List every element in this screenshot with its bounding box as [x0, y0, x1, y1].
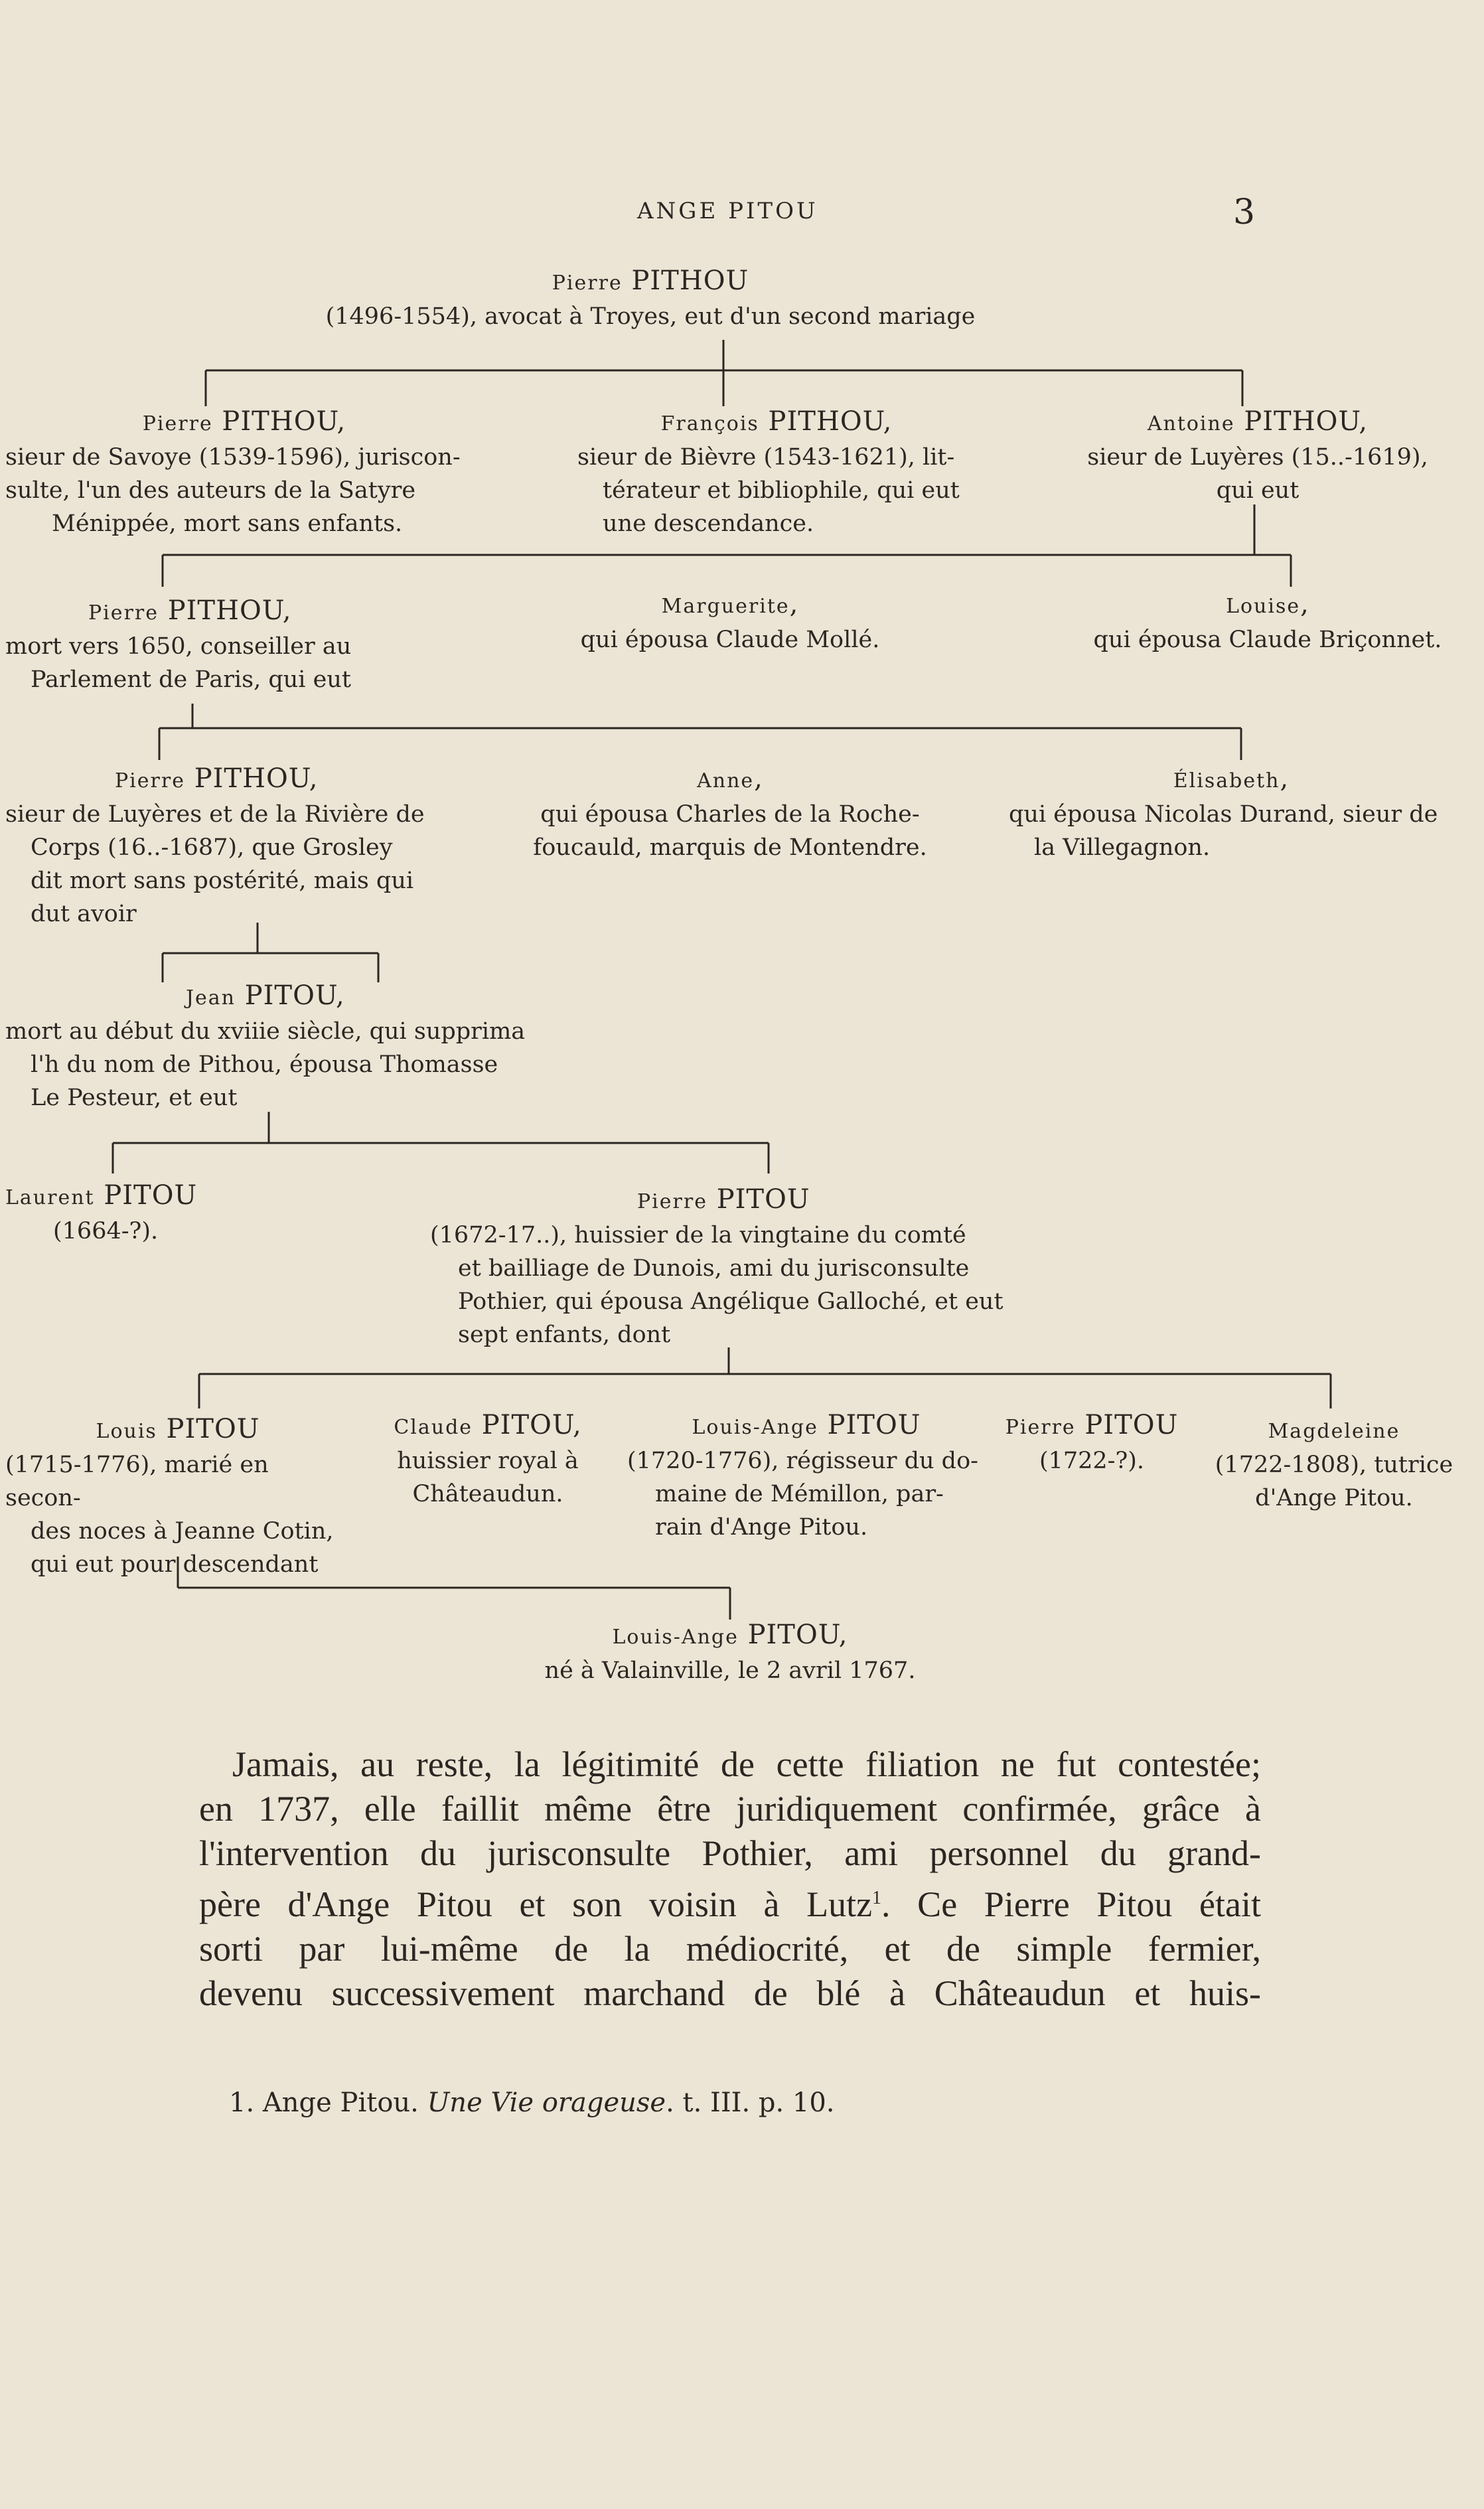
person-desc: (1722-1808), tutrice	[1215, 1452, 1453, 1478]
person-gen2-louise	[1069, 587, 1467, 656]
person-desc: qui eut pour descendant	[31, 1551, 319, 1578]
person-desc: (1720-1776), régisseur du do-	[627, 1448, 978, 1474]
person-gen1-francois	[577, 405, 976, 540]
person-name: Pierre PITOU	[637, 1184, 810, 1215]
person-name: Louise,	[1226, 589, 1309, 619]
person-desc: dut avoir	[31, 901, 137, 927]
person-name: Pierre PITHOU,	[142, 406, 346, 437]
person-gen7-louis-ange	[478, 1618, 982, 1687]
person-gen1-antoine	[1055, 405, 1460, 507]
person-desc: et bailliage de Dunois, ami du jurisconsulte	[458, 1255, 970, 1282]
person-name: Louis-Ange PITOU,	[612, 1620, 848, 1650]
footnote-author: Ange Pitou.	[262, 2088, 427, 2118]
person-gen6-claude	[388, 1408, 587, 1511]
person-name: Claude PITOU,	[394, 1410, 582, 1440]
person-gen3-anne	[504, 762, 956, 864]
person-desc: sieur de Savoye (1539-1596), juriscon-	[5, 444, 461, 471]
body-line: devenu successivement marchand de blé à Châteaudun et huis-	[199, 1973, 1261, 2013]
person-gen1-pierre	[5, 405, 483, 540]
person-gen4-jean	[5, 979, 536, 1114]
person-gen5-laurent	[5, 1179, 224, 1248]
body-line: Jamais, au reste, la légitimité de cette filiation ne fut contestée;	[232, 1744, 1261, 1784]
person-gen6-pierre	[992, 1408, 1191, 1478]
person-desc: mort au début du xviiie siècle, qui supprima	[5, 1018, 526, 1045]
person-root	[212, 264, 1088, 333]
person-name: Pierre PITHOU,	[88, 595, 292, 626]
person-desc: Pothier, qui épousa Angélique Galloché, et eut	[458, 1288, 1003, 1315]
footnote-number: 1.	[229, 2088, 263, 2118]
page-number: 3	[1233, 192, 1256, 232]
person-desc: qui épousa Claude Mollé.	[580, 627, 880, 653]
body-line: père d'Ange Pitou et son voisin à Lutz$^1$. Ce Pierre Pitou était	[199, 1884, 1261, 1924]
person-desc: huissier royal à	[397, 1448, 579, 1474]
person-gen3-elisabeth	[1009, 762, 1453, 864]
person-desc: des noces à Jeanne Cotin,	[31, 1518, 334, 1545]
person-name: Laurent PITOU	[5, 1180, 198, 1211]
person-name: Pierre PITHOU,	[115, 763, 319, 794]
person-desc: (1715-1776), marié en secon-	[5, 1452, 269, 1511]
person-gen2-marguerite	[544, 587, 916, 656]
person-name: Élisabeth,	[1173, 763, 1290, 794]
body-paragraph	[199, 1742, 1261, 2016]
person-name: Pierre PITHOU	[552, 266, 749, 296]
footnote-rest: . t. III. p. 10.	[666, 2088, 835, 2118]
person-gen5-pierre	[430, 1183, 1027, 1351]
person-desc: sept enfants, dont	[458, 1322, 671, 1348]
person-desc: dit mort sans postérité, mais qui	[31, 868, 414, 894]
person-desc: sulte, l'un des auteurs de la Satyre	[5, 477, 416, 504]
footnote-title: Une Vie orageuse	[427, 2088, 666, 2118]
person-desc: Le Pesteur, et eut	[31, 1085, 238, 1111]
footnote	[229, 2088, 835, 2118]
person-desc: qui épousa Nicolas Durand, sieur de	[1009, 801, 1438, 828]
person-desc: sieur de Bièvre (1543-1621), lit-	[577, 444, 955, 471]
person-name: Antoine PITHOU,	[1147, 406, 1369, 437]
person-desc: né à Valainville, le 2 avril 1767.	[544, 1657, 916, 1684]
person-desc: mort vers 1650, conseiller au	[5, 633, 352, 660]
person-name: Anne,	[697, 763, 763, 794]
person-desc: Ménippée, mort sans enfants.	[52, 510, 403, 537]
person-gen2-pierre	[5, 594, 404, 696]
body-line: l'intervention du jurisconsulte Pothier, ami personnel du grand-	[199, 1833, 1261, 1873]
person-desc: qui eut	[1216, 477, 1299, 504]
person-desc: rain d'Ange Pitou.	[655, 1514, 868, 1541]
footnote-marker[interactable]: 1	[872, 1888, 882, 1908]
person-desc: d'Ange Pitou.	[1255, 1485, 1413, 1511]
person-desc: (1722-?).	[1039, 1448, 1145, 1474]
person-name: Magdeleine	[1268, 1420, 1400, 1443]
person-desc: qui épousa Claude Briçonnet.	[1093, 627, 1442, 653]
person-desc: sieur de Luyères et de la Rivière de	[5, 801, 425, 828]
person-desc: maine de Mémillon, par-	[655, 1481, 944, 1507]
running-title: ANGE PITOU	[637, 198, 818, 224]
person-gen3-pierre	[5, 762, 438, 931]
person-desc: l'h du nom de Pithou, épousa Thomasse	[31, 1051, 498, 1078]
body-line: sorti par lui-même de la médiocrité, et de simple fermier,	[199, 1929, 1261, 1969]
person-name: François PITHOU,	[660, 406, 893, 437]
person-desc: Corps (16..-1687), que Grosley	[31, 834, 393, 861]
person-name: Louis-Ange PITOU	[692, 1410, 921, 1440]
person-desc: Parlement de Paris, qui eut	[31, 666, 351, 693]
person-desc: qui épousa Charles de la Roche-	[540, 801, 920, 828]
person-desc: la Villegagnon.	[1034, 834, 1211, 861]
person-gen6-louis-ange	[627, 1408, 986, 1544]
person-gen6-louis	[5, 1412, 350, 1581]
person-name: Louis PITOU	[96, 1414, 260, 1444]
person-name: Jean PITOU,	[186, 980, 345, 1011]
person-desc: térateur et bibliophile, qui eut	[603, 477, 960, 504]
person-desc: (1496-1554), avocat à Troyes, eut d'un second mariage	[325, 303, 976, 330]
person-name: Pierre PITOU	[1005, 1410, 1179, 1440]
person-desc: foucauld, marquis de Montendre.	[533, 834, 927, 861]
body-line: en 1737, elle faillit même être juridiquement confirmée, grâce à	[199, 1789, 1261, 1829]
person-desc: sieur de Luyères (15..-1619),	[1087, 444, 1428, 471]
person-gen6-magdeleine	[1201, 1412, 1467, 1515]
person-desc: (1672-17..), huissier de la vingtaine du comté	[430, 1222, 966, 1249]
person-name: Marguerite,	[661, 589, 799, 619]
person-desc: Châteaudun.	[412, 1481, 563, 1507]
person-desc: (1664-?).	[53, 1218, 159, 1245]
person-desc: une descendance.	[603, 510, 814, 537]
